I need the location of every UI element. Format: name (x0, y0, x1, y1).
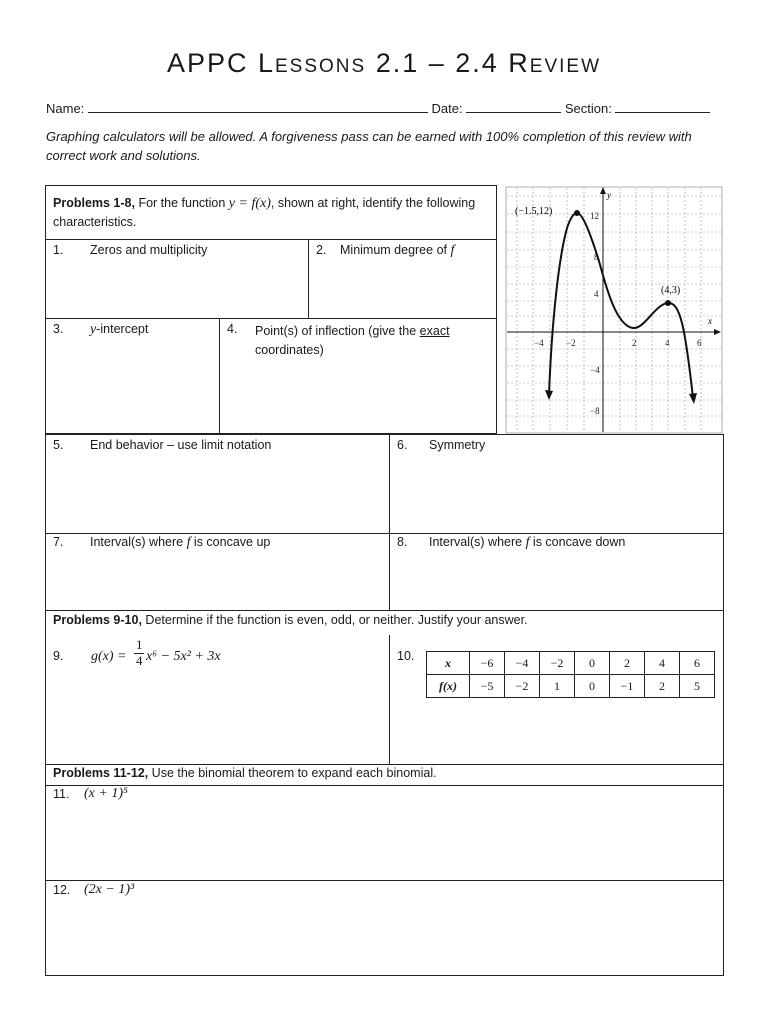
table-row-x (427, 652, 715, 675)
problem-12-number: 12. (53, 883, 71, 897)
problem-3-label: -intercept (96, 322, 149, 336)
problem-7-math: f (186, 535, 191, 550)
problem-6-label: Symmetry (429, 438, 486, 452)
problems-1-8-heading (53, 194, 483, 232)
problem-5-number: 5. (53, 438, 64, 452)
problem-8-label-wrap (429, 535, 625, 551)
problem-8-cell[interactable] (389, 533, 723, 610)
local-max-point-2 (665, 300, 671, 306)
heading-11-12-bold: Problems 11-12, (53, 766, 149, 780)
point-max-label: (−1.5,12) (515, 206, 553, 217)
heading-text-a: For the function (134, 196, 229, 210)
y-tick-8: 8 (594, 252, 599, 262)
page-title: APPC Lessons 2.1 – 2.4 Review (166, 48, 602, 78)
section-blank[interactable] (615, 100, 710, 113)
problem-9-number: 9. (53, 649, 64, 663)
problem-4-emph: exact (419, 324, 450, 338)
table-cell: 0 (575, 675, 610, 698)
problem-2-label-wrap (340, 243, 454, 259)
table-cell: −1 (610, 675, 645, 698)
row-3-4 (46, 318, 496, 433)
y-tick-neg8: −8 (590, 406, 600, 416)
problem-8-number: 8. (397, 535, 408, 549)
problem-8-label-b: is concave down (529, 535, 626, 549)
problem-4-label-wrap (255, 322, 485, 360)
heading-9-10-bold: Problems 9-10, (53, 613, 142, 627)
table-cell: −6 (470, 652, 505, 675)
problem-4-label: Point(s) of inflection (give the (255, 324, 420, 338)
problem-12-cell[interactable] (46, 880, 723, 975)
date-label: Date: (431, 101, 463, 116)
instructions: Graphing calculators will be allowed. A forgiveness pass can be earned with 100% completion of this review with correct work and solutions. (46, 129, 692, 163)
problem-5-label: End behavior – use limit notation (90, 438, 272, 452)
function-curve (549, 213, 693, 398)
table-cell: −2 (540, 652, 575, 675)
problem-5-cell[interactable] (46, 435, 389, 533)
problem-2-number: 2. (316, 243, 327, 257)
problem-10-number: 10. (397, 649, 415, 663)
problem-6-number: 6. (397, 438, 408, 452)
heading-11-12-text: Use the binomial theorem to expand each binomial. (148, 766, 437, 780)
y-tick-neg4: −4 (590, 365, 600, 375)
problem-11-number: 11. (53, 787, 70, 801)
problem-7-cell[interactable] (46, 533, 389, 610)
x-tick-neg4: −4 (534, 338, 544, 348)
problem-9-rest: x⁶ − 5x² + 3x (146, 649, 221, 664)
problem-2-label: Minimum degree of (340, 243, 451, 257)
problem-7-label-a: Interval(s) where (90, 535, 187, 549)
problem-11-expr: (x + 1)⁵ (84, 786, 128, 801)
problem-7-label-b: is concave up (190, 535, 271, 549)
date-blank[interactable] (466, 100, 561, 113)
table-header-fx: f(x) (427, 675, 470, 698)
problems-5-8-box (45, 434, 724, 611)
problem-9-lhs: g(x) = (91, 649, 127, 664)
heading-9-10-text: Determine if the function is even, odd, or neither. Justify your answer. (141, 613, 528, 627)
problem-6-cell[interactable] (389, 435, 723, 533)
problem-2-math: f (450, 243, 455, 258)
heading-text-b: , shown at right, identify the following characteristics. (53, 196, 476, 229)
problems-11-12-box (45, 764, 724, 976)
problem-4-number: 4. (227, 322, 238, 336)
x-tick-labels (534, 338, 702, 348)
problems-9-10-box (45, 610, 724, 765)
problem-7-number: 7. (53, 535, 64, 549)
problem-3-label-wrap (90, 322, 148, 338)
table-row-fx (427, 675, 715, 698)
table-cell: 4 (645, 652, 680, 675)
table-cell: −4 (505, 652, 540, 675)
section-label: Section: (564, 101, 612, 116)
table-cell: 0 (575, 652, 610, 675)
problem-8-math: f (525, 535, 530, 550)
problem-9-frac-num: 1 (136, 637, 143, 652)
table-cell: 6 (680, 652, 715, 675)
x-tick-2: 2 (632, 338, 637, 348)
row-1-2 (46, 239, 496, 319)
function-graph (505, 186, 723, 434)
problem-9-cell[interactable] (46, 635, 389, 764)
problem-4-cell[interactable] (219, 319, 496, 434)
problem-2-cell[interactable] (308, 240, 496, 319)
table-cell: 2 (645, 675, 680, 698)
problems-1-4-box (45, 185, 497, 434)
table-cell: 1 (540, 675, 575, 698)
point-local-label: (4,3) (661, 285, 681, 296)
problem-1-label: Zeros and multiplicity (90, 243, 208, 257)
table-cell: −2 (505, 675, 540, 698)
problem-8-label-a: Interval(s) where (429, 535, 526, 549)
problem-1-number: 1. (53, 243, 64, 257)
graph-grid (507, 188, 721, 432)
table-cell: −5 (470, 675, 505, 698)
problem-3-number: 3. (53, 322, 64, 336)
problem-3-math: y (90, 322, 97, 337)
x-tick-neg2: −2 (566, 338, 576, 348)
problem-11-cell[interactable] (46, 785, 723, 881)
problems-11-12-heading (53, 766, 713, 780)
table-cell: 5 (680, 675, 715, 698)
problem-4-label-end: coordinates) (255, 343, 324, 357)
problems-9-10-heading (53, 613, 713, 627)
y-tick-12: 12 (590, 211, 599, 221)
heading-bold: Problems 1-8, (53, 196, 135, 210)
x-axis-label: x (708, 316, 712, 326)
function-expr: y = f(x) (228, 196, 271, 211)
local-max-point (574, 210, 580, 216)
problem-9-frac-den: 4 (136, 653, 143, 668)
x-tick-4: 4 (665, 338, 670, 348)
problem-12-expr: (2x − 1)³ (84, 882, 135, 897)
name-label: Name: (46, 101, 85, 116)
values-table (426, 651, 715, 698)
problem-7-label-wrap (90, 535, 270, 551)
name-blank[interactable] (88, 100, 428, 113)
y-axis-label: y (607, 190, 611, 200)
table-cell: 2 (610, 652, 645, 675)
table-header-x: x (427, 652, 470, 675)
x-tick-6: 6 (697, 338, 702, 348)
y-tick-4: 4 (594, 289, 599, 299)
problem-10-cell[interactable] (389, 635, 723, 764)
header-line (46, 100, 710, 116)
